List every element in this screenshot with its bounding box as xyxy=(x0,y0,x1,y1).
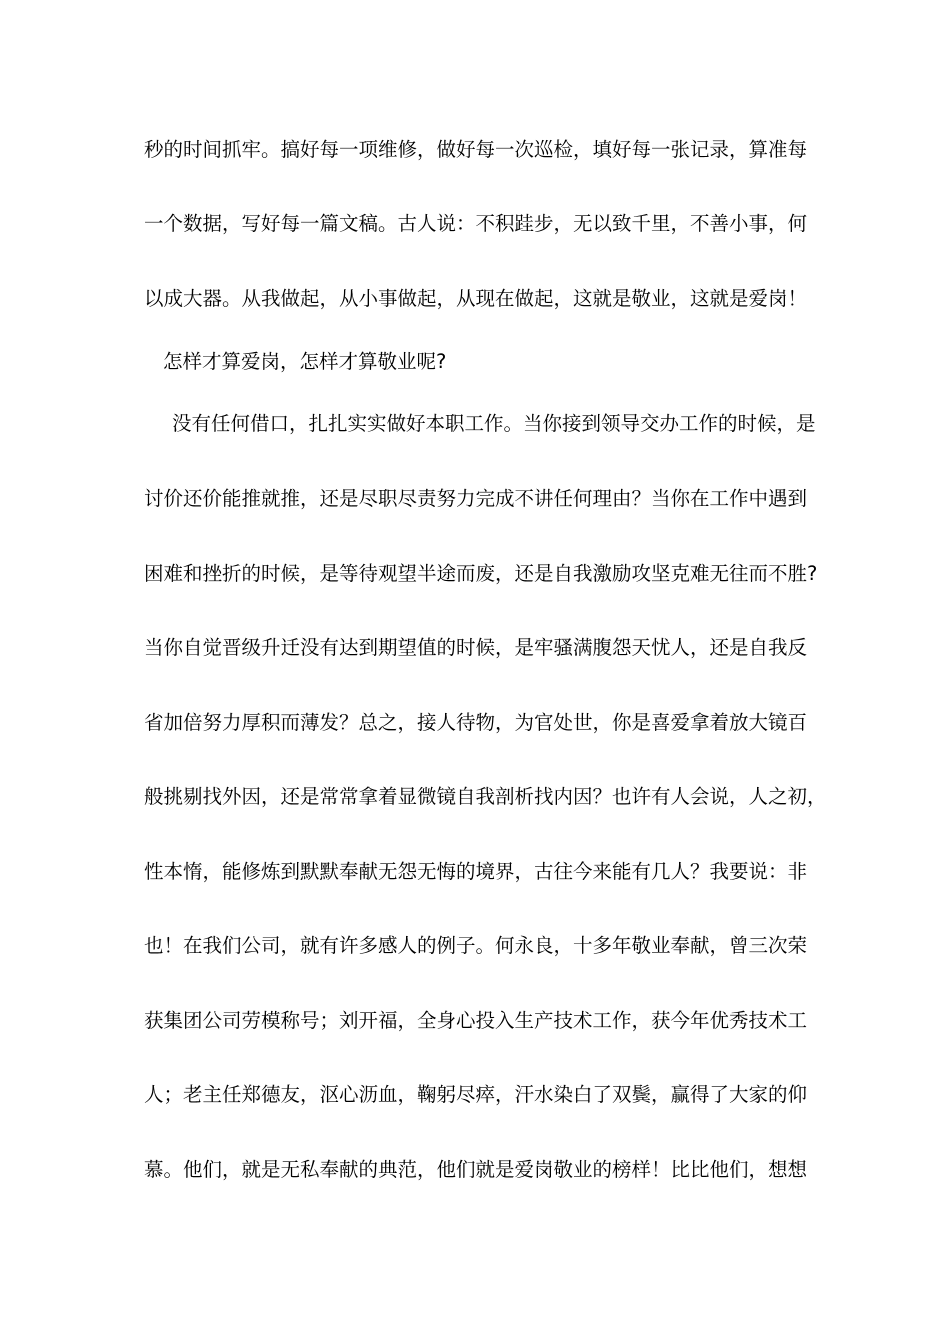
text-line: 般挑剔找外因，还是常常拿着显微镜自我剖析找内因？也许有人会说，人之初， xyxy=(144,785,827,808)
text-line: 慕。他们，就是无私奉献的典范，他们就是爱岗敬业的榜样！比比他们，想想 xyxy=(144,1158,808,1181)
paragraph-first-line: 没有任何借口，扎扎实实做好本职工作。当你接到领导交办工作的时候，是 xyxy=(172,412,816,435)
text-line: 也！在我们公司，就有许多感人的例子。何永良，十多年敬业奉献，曾三次荣 xyxy=(144,934,808,957)
text-line: 获集团公司劳模称号；刘开福，全身心投入生产技术工作，获今年优秀技术工 xyxy=(144,1009,808,1032)
text-line: 当你自觉晋级升迁没有达到期望值的时候，是牢骚满腹怨天忧人，还是自我反 xyxy=(144,636,808,659)
text-line: 人；老主任郑德友，沤心沥血，鞠躬尽瘁，汗水染白了双鬓，赢得了大家的仰 xyxy=(144,1083,808,1106)
text-line: 讨价还价能推就推，还是尽职尽责努力完成不讲任何理由？当你在工作中遇到 xyxy=(144,487,808,510)
text-line: 秒的时间抓牢。搞好每一项维修，做好每一次巡检，填好每一张记录，算准每 xyxy=(144,138,808,161)
text-line: 以成大器。从我做起，从小事做起，从现在做起，这就是敬业，这就是爱岗！ xyxy=(144,287,808,310)
text-line: 省加倍努力厚积而薄发？总之，接人待物，为官处世，你是喜爱拿着放大镜百 xyxy=(144,711,808,734)
text-line: 一个数据，写好每一篇文稿。古人说：不积跬步，无以致千里，不善小事，何 xyxy=(144,212,808,235)
text-line: 困难和挫折的时候，是等待观望半途而废，还是自我激励攻坚克难无往而不胜? xyxy=(144,562,818,585)
text-line: 性本惰，能修炼到默默奉献无怨无悔的境界，古往今来能有几人？我要说：非 xyxy=(144,860,808,883)
section-question: 怎样才算爱岗，怎样才算敬业呢? xyxy=(163,350,447,373)
